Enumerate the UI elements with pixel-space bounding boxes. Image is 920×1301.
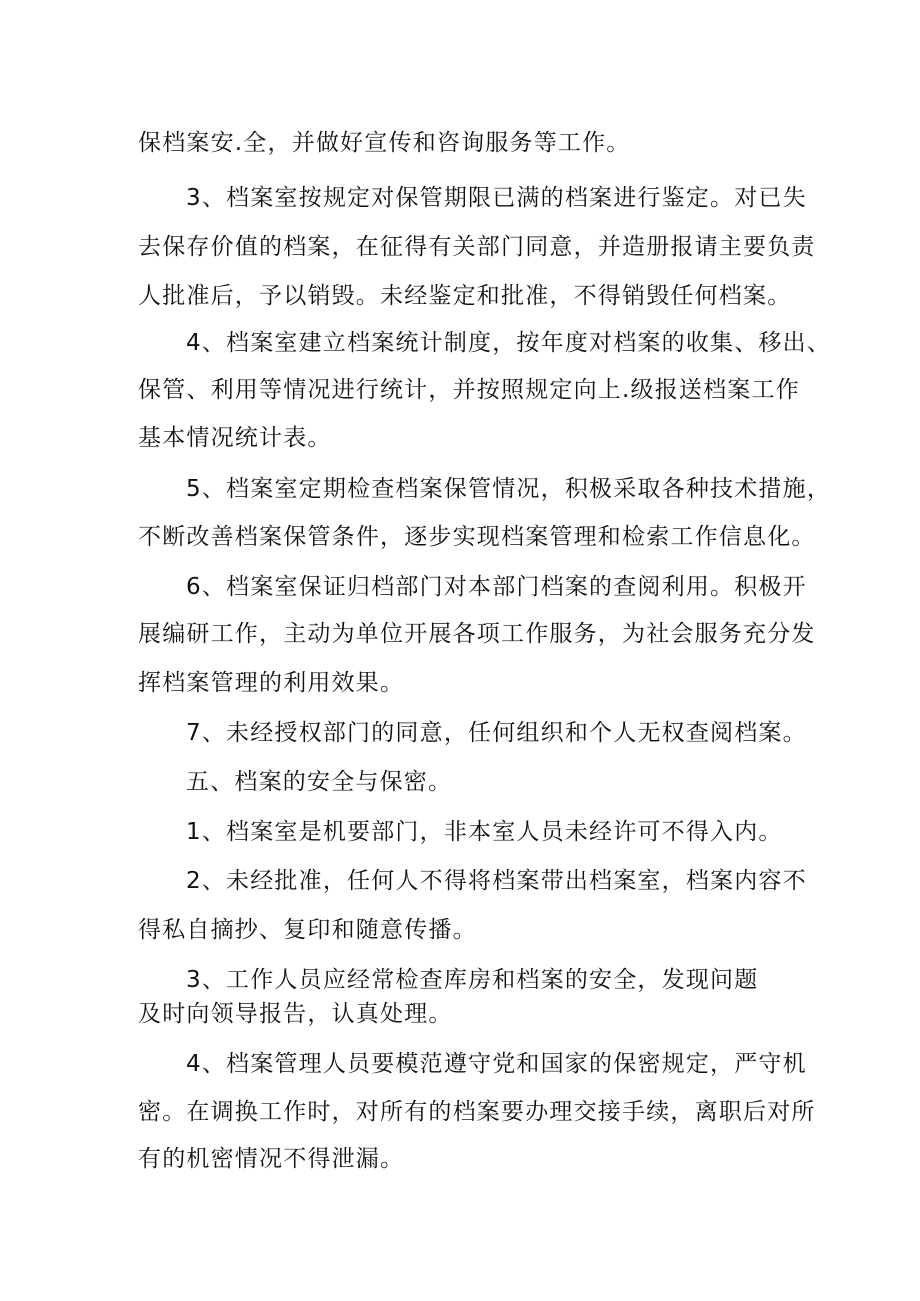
text-line: 及时向领导报告，认真处理。 <box>138 1001 453 1027</box>
text-line: 展编研工作，主动为单位开展各项工作服务，为社会服务充分发 <box>138 621 816 647</box>
text-line: 挥档案管理的利用效果。 <box>138 670 405 696</box>
text-line: 基本情况统计表。 <box>138 425 332 451</box>
text-line: 4、档案室建立档案统计制度，按年度对档案的收集、移出、 <box>186 330 832 356</box>
text-line: 得私自摘抄、复印和随意传播。 <box>138 917 477 943</box>
text-line: 有的机密情况不得泄漏。 <box>138 1146 405 1172</box>
text-line: 3、工作人员应经常检查库房和档案的安全，发现问题 <box>186 967 759 993</box>
text-line: 2、未经批准，任何人不得将档案带出档案室，档案内容不 <box>186 868 807 894</box>
text-line: 1、档案室是机要部门，非本室人员未经许可不得入内。 <box>186 819 783 845</box>
text-line: 保管、利用等情况进行统计，并按照规定向上.级报送档案工作 <box>138 377 800 403</box>
text-line: 密。在调换工作时，对所有的档案要办理交接手续，离职后对所 <box>138 1099 816 1125</box>
text-line: 3、档案室按规定对保管期限已满的档案进行鉴定。对已失 <box>186 185 807 211</box>
text-line: 保档案安.全，并做好宣传和咨询服务等工作。 <box>138 130 631 156</box>
text-line: 4、档案管理人员要模范遵守党和国家的保密规定，严守机 <box>186 1051 807 1077</box>
text-line: 人批准后，予以销毁。未经鉴定和批准，不得销毁任何档案。 <box>138 283 792 309</box>
text-line: 去保存价值的档案，在征得有关部门同意，并造册报请主要负责 <box>138 234 816 260</box>
text-line: 不断改善档案保管条件，逐步实现档案管理和检索工作信息化。 <box>138 524 816 550</box>
section-heading: 五、档案的安全与保密。 <box>186 769 453 795</box>
text-line: 6、档案室保证归档部门对本部门档案的查阅利用。积极开 <box>186 574 807 600</box>
text-line: 7、未经授权部门的同意，任何组织和个人无权查阅档案。 <box>186 720 807 746</box>
text-line: 5、档案室定期检查档案保管情况，积极采取各种技术措施， <box>186 476 832 502</box>
